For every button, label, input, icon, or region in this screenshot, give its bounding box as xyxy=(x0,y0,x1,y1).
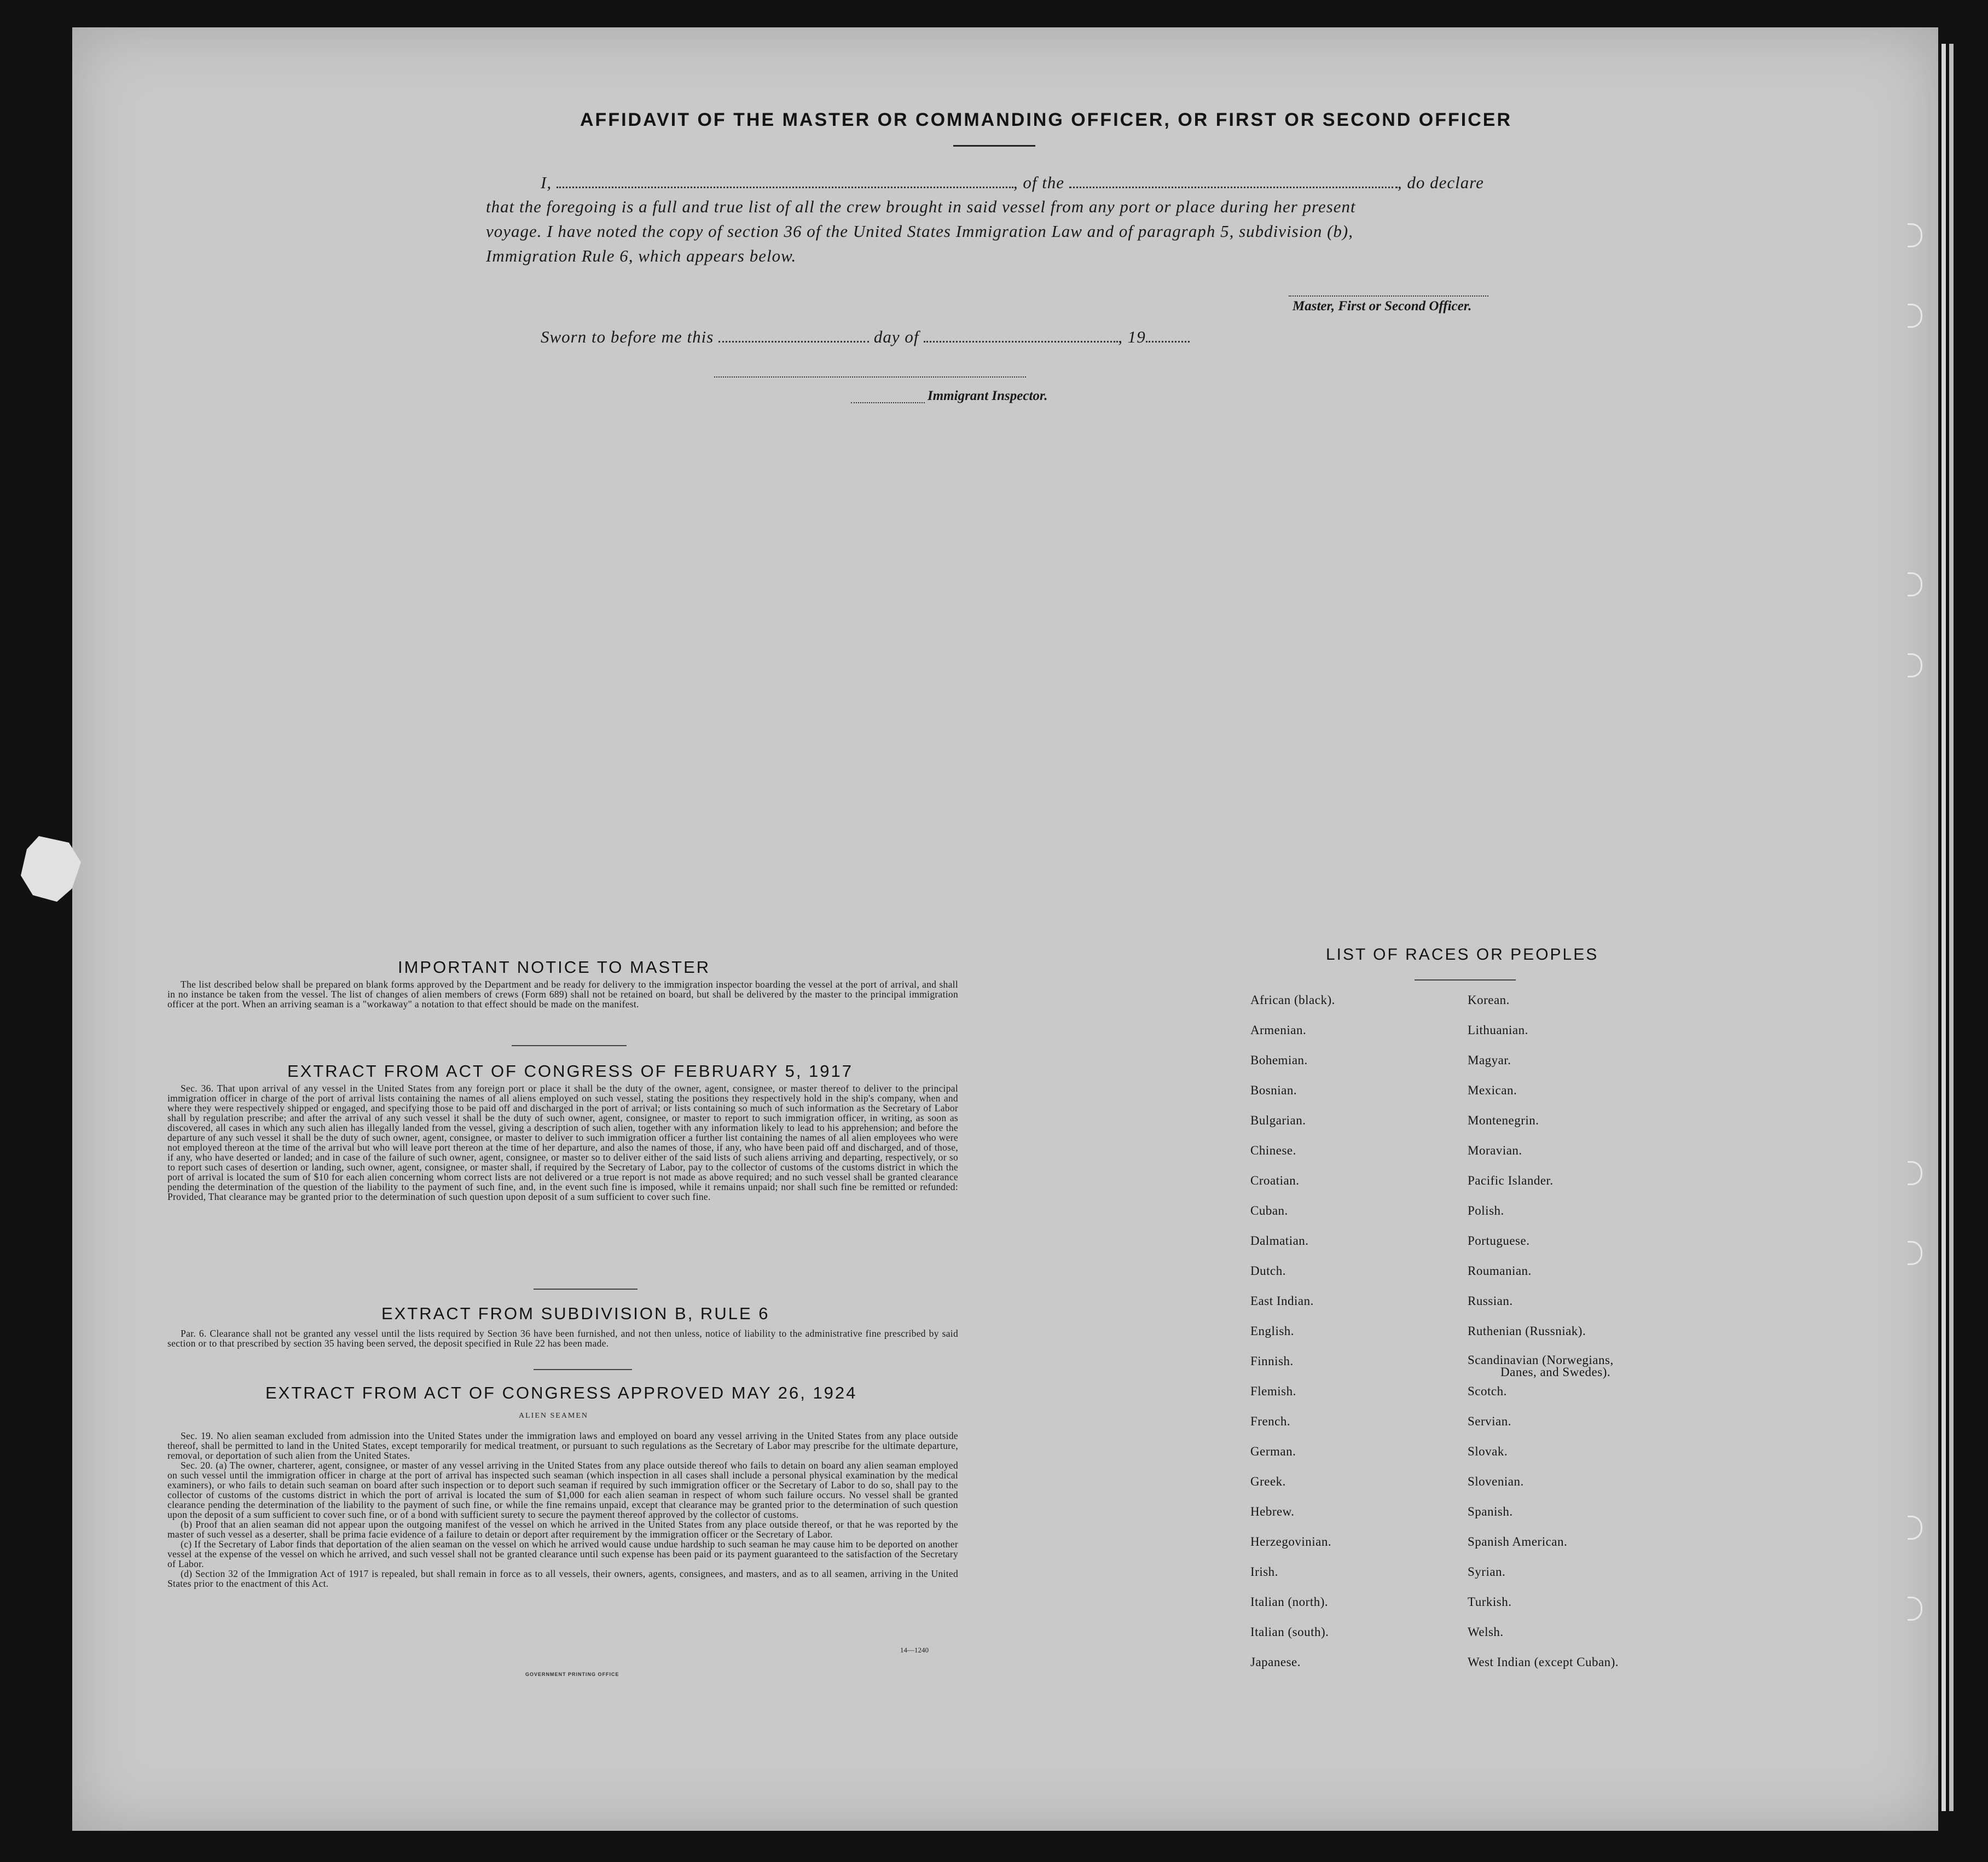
races-column-2 xyxy=(1468,993,1619,1685)
race-item: Dutch. xyxy=(1250,1264,1286,1278)
race-item: Pacific Islander. xyxy=(1468,1174,1554,1187)
race-item: Hebrew. xyxy=(1250,1505,1295,1518)
extract-1924-title: EXTRACT FROM ACT OF CONGRESS APPROVED MAY 26, 1924 xyxy=(265,1383,857,1402)
race-item: Italian (north). xyxy=(1250,1595,1329,1609)
race-item: Mexican. xyxy=(1468,1083,1517,1097)
race-item: Spanish. xyxy=(1468,1505,1513,1518)
title-rule xyxy=(953,145,1035,147)
race-item: Portuguese. xyxy=(1468,1234,1530,1248)
race-item: Slovenian. xyxy=(1468,1475,1524,1488)
section-divider xyxy=(534,1289,637,1290)
sworn-year-prefix: , 19 xyxy=(1118,327,1146,346)
sworn-year-field[interactable] xyxy=(1146,341,1190,343)
master-signature-line[interactable] xyxy=(1289,295,1488,297)
race-item: Flemish. xyxy=(1250,1384,1296,1398)
sec-20d: (d) Section 32 of the Immigration Act of 1917 is repealed, but shall remain in force as to all vessels, their owners, agents, consignees, and masters, and as to all seamen, arriving in the United States prior to the enactment of this Act. xyxy=(167,1568,958,1589)
race-item: Irish. xyxy=(1250,1565,1278,1579)
vessel-name-field[interactable] xyxy=(1069,187,1398,188)
sworn-line xyxy=(486,327,1526,347)
race-item: Magyar. xyxy=(1468,1053,1511,1067)
sworn-prefix: Sworn to before me this xyxy=(541,327,714,346)
race-item: West Indian (except Cuban). xyxy=(1468,1655,1619,1669)
extract-1924-text xyxy=(167,1431,958,1588)
race-item: English. xyxy=(1250,1324,1295,1338)
race-item: Dalmatian. xyxy=(1250,1234,1309,1248)
race-item: African (black). xyxy=(1250,993,1335,1007)
section-divider xyxy=(512,1045,627,1046)
race-item: Russian. xyxy=(1468,1294,1513,1308)
races-column-1 xyxy=(1250,993,1335,1685)
section-divider xyxy=(534,1369,632,1370)
race-item: French. xyxy=(1250,1414,1291,1428)
affidavit-declare: , do declare xyxy=(1397,173,1484,192)
alien-seamen-subtitle: ALIEN SEAMEN xyxy=(519,1412,589,1420)
affidavit-line-2: that the foregoing is a full and true list of all the crew brought in said vessel from any port or place during her present xyxy=(486,197,1356,216)
inspector-dots xyxy=(851,402,925,403)
race-item: Lithuanian. xyxy=(1468,1023,1528,1037)
race-item: Montenegrin. xyxy=(1468,1113,1539,1127)
race-item-continuation: Danes, and Swedes). xyxy=(1500,1365,1611,1379)
race-item: Welsh. xyxy=(1468,1625,1504,1639)
race-item: Finnish. xyxy=(1250,1354,1294,1368)
inspector-label: Immigrant Inspector. xyxy=(928,388,1048,403)
affidavit-title: AFFIDAVIT OF THE MASTER OR COMMANDING OFFICER, OR FIRST OR SECOND OFFICER xyxy=(580,109,1512,130)
races-title: LIST OF RACES OR PEOPLES xyxy=(1326,945,1599,964)
affidavit-line-1 xyxy=(486,173,1526,193)
race-item: Cuban. xyxy=(1250,1204,1288,1217)
form-number: 14—1240 xyxy=(900,1646,929,1654)
affidavit-line-4: Immigration Rule 6, which appears below. xyxy=(486,246,797,265)
race-item: Scotch. xyxy=(1468,1384,1507,1398)
extract-1917-title: EXTRACT FROM ACT OF CONGRESS OF FEBRUARY 5, 1917 xyxy=(287,1061,854,1081)
sec-20c: (c) If the Secretary of Labor finds that deportation of the alien seaman on the vessel on which he arrived would cause undue hardship to such seaman he may cause him to be deported on another vessel at the expense of the vessel on which he arrived, and such vessel shall not be granted clearance until such expense has been paid or its payment guaranteed to the satisfaction of the Secretary of Labor. xyxy=(167,1539,958,1569)
printer-imprint: GOVERNMENT PRINTING OFFICE xyxy=(525,1672,619,1677)
extract-rule6-body: Par. 6. Clearance shall not be granted any vessel until the lists required by Section 36 have been furnished, and not then unless, notice of liability to the administrative fine prescribed by said section or to that prescribed by section 35 having been served, the deposit specified in Rule 22 has been made. xyxy=(167,1328,958,1349)
master-signature-label: Master, First or Second Officer. xyxy=(1293,299,1472,314)
race-item: Greek. xyxy=(1250,1475,1286,1488)
race-item: Syrian. xyxy=(1468,1565,1506,1579)
race-item: Bohemian. xyxy=(1250,1053,1308,1067)
sec-19: Sec. 19. No alien seaman excluded from admission into the United States under the immigration laws and employed on board any vessel arriving in the United States from any place outside thereof, shall be permitted to land in the United States, except temporarily for medical treatment, or pursuant to such regulations as the Secretary of Labor may prescribe for the ultimate departure, removal, or deportation of such alien from the United States. xyxy=(167,1430,958,1461)
affidavit-i: I, xyxy=(541,173,552,192)
inspector-signature-line[interactable] xyxy=(714,376,1026,378)
race-item: Chinese. xyxy=(1250,1144,1296,1157)
sworn-month-field[interactable] xyxy=(924,341,1118,343)
race-item: East Indian. xyxy=(1250,1294,1314,1308)
notice-title: IMPORTANT NOTICE TO MASTER xyxy=(398,958,711,977)
races-rule xyxy=(1415,979,1516,981)
notice-body: The list described below shall be prepared on blank forms approved by the Department and be ready for delivery to the immigration inspector boarding the vessel at the port of arrival, and shall in no instance be taken from the vessel. The list of changes of alien members of crews (Form 689) shall not be retained on board, but shall be delivered by the master to the principal immigration officer at the port. When an arriving seaman is a "workaway" a notation to that effect should be made on the manifest. xyxy=(167,979,958,1010)
extract-rule6-text xyxy=(167,1329,958,1348)
page-edge xyxy=(1949,44,1954,1811)
race-item: Roumanian. xyxy=(1468,1264,1532,1278)
race-item: Croatian. xyxy=(1250,1174,1300,1187)
affidavit-of-the: , of the xyxy=(1013,173,1065,192)
race-item: Spanish American. xyxy=(1468,1535,1568,1548)
race-item: German. xyxy=(1250,1445,1296,1458)
race-item: Slovak. xyxy=(1468,1445,1508,1458)
race-item: Armenian. xyxy=(1250,1023,1307,1037)
extract-1917-body: Sec. 36. That upon arrival of any vessel in the United States from any foreign port or place it shall be the duty of the owner, agent, consignee, or master thereof to deliver to the principal immigration officer in charge of the port of arrival lists containing the names of all aliens employed on such vessel, stating the positions they respectively hold in the ship's company, when and where they were respectively shipped or engaged, and specifying those to be paid off and discharged in the port of arrival; or lists containing so much of such information as the Secretary of Labor shall by regulation prescribe; and after the arrival of any such vessel it shall be the duty of such owner, agent, consignee, or master to report to such immigration officer, in writing, as soon as discovered, all cases in which any such alien has illegally landed from the vessel, giving a description of such alien, together with any information likely to lead to his apprehension; and before the departure of any such vessel it shall be the duty of such owner, agent, consignee, or master to deliver to such immigration officer a further list containing the names of all alien employees who were not employed thereon at the time of the arrival but who will leave port thereon at the time of her departure, and also the names of those, if any, who have been paid off and discharged, and of those, if any, who have deserted or landed; and in case of the failure of such owner, agent, consignee, or master so to deliver either of the said lists of such aliens arriving and departing, respectively, or so to report such cases of desertion or landing, such owner, agent, consignee, or master shall, if required by the Secretary of Labor, pay to the collector of customs of the customs district in which the port of arrival is located the sum of $10 for each alien concerning whom correct lists are not delivered or a true report is not made as above required; and no such vessel shall be granted clearance pending the determination of the question of the liability to the payment of such fine, and, in the event such fine is imposed, while it remains unpaid; nor shall such fine be remitted or refunded: Provided, That clearance may be granted prior to the determination of such question upon deposit of a sum sufficient to cover such fine. xyxy=(167,1083,958,1202)
race-item: Italian (south). xyxy=(1250,1625,1329,1639)
race-item: Ruthenian (Russniak). xyxy=(1468,1324,1586,1338)
race-item: Bulgarian. xyxy=(1250,1113,1306,1127)
sec-20b: (b) Proof that an alien seaman did not appear upon the outgoing manifest of the vessel on which he arrived in the United States from any place outside thereof, or that he was reported by the master of such vessel as a deserter, shall be prima facie evidence of a failure to detain or deport after requirement by the immigration officer or the Secretary of Labor. xyxy=(167,1519,958,1540)
race-item: Herzegovinian. xyxy=(1250,1535,1332,1548)
extract-1917-text xyxy=(167,1083,958,1202)
page-edge xyxy=(1941,44,1946,1811)
race-item: Moravian. xyxy=(1468,1144,1522,1157)
race-item: Japanese. xyxy=(1250,1655,1301,1669)
race-item: Polish. xyxy=(1468,1204,1504,1217)
race-item: Servian. xyxy=(1468,1414,1512,1428)
race-item: Scandinavian (Norwegians, Danes, and Swedes). xyxy=(1468,1354,1619,1384)
race-item: Bosnian. xyxy=(1250,1083,1297,1097)
sworn-day-field[interactable] xyxy=(718,341,869,343)
sec-20a: Sec. 20. (a) The owner, charterer, agent, consignee, or master of any vessel arriving in the United States from any place outside thereof who fails to detain on board any alien seaman employed on such vessel until the immigration officer in charge at the port of arrival has inspected such seaman (which inspection in all cases shall include a personal physical examination by the medical examiners), or who fails to detain such seaman on board after such inspection or to deport such seaman if required by such immigration officer or the Secretary of Labor to do so, shall pay to the collector of customs of the customs district in which the port of arrival is located the sum of $1,000 for each alien seaman in respect of whom such failure occurs. No vessel shall be granted clearance pending the determination of the liability to the payment of such fine, or while the fine remains unpaid, except that clearance may be granted prior to the determination of such question upon the deposit of a sum sufficient to cover such fine, or of a bond with sufficient surety to secure the payment thereof approved by the collector of customs. xyxy=(167,1460,958,1520)
affidavit-line-3: voyage. I have noted the copy of section 36 of the United States Immigration Law and of paragraph 5, subdivision (b), xyxy=(486,222,1353,241)
officer-name-field[interactable] xyxy=(557,187,1013,188)
sworn-day-of: day of xyxy=(873,327,919,346)
race-item: Korean. xyxy=(1468,993,1510,1007)
race-item: Turkish. xyxy=(1468,1595,1512,1609)
extract-rule6-title: EXTRACT FROM SUBDIVISION B, RULE 6 xyxy=(381,1304,770,1323)
notice-text xyxy=(167,979,958,1009)
